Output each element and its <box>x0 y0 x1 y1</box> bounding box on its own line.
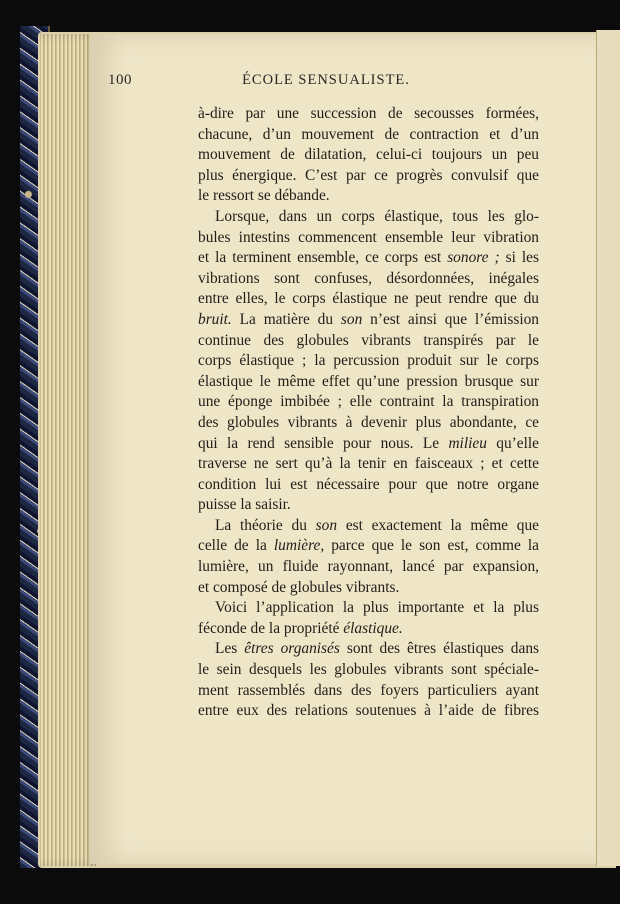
text-run: une éponge imbibée ; elle contraint la transpiration <box>198 393 539 411</box>
text-line <box>198 701 539 722</box>
text-run: le ressort se débande. <box>198 187 330 205</box>
text-run: corps élastique ; la percussion produit sur le corps <box>198 352 539 370</box>
text-run: n’est ainsi que l’émission <box>362 310 539 328</box>
page-header <box>108 72 544 94</box>
text-line <box>198 125 539 146</box>
text-line <box>198 598 539 619</box>
text-run: condition lui est nécessaire pour que notre organe <box>198 475 539 493</box>
text-line <box>198 269 539 290</box>
text-line <box>198 454 539 475</box>
text-run: à-dire par une succession de secousses formées, <box>198 105 539 122</box>
text-line <box>198 578 539 599</box>
text-run: chacune, d’un mouvement de contraction et d’un <box>198 125 539 143</box>
text-run: puisse la saisir. <box>198 496 291 514</box>
text-run: vibrations sont confuses, désordonnées, inégales <box>198 269 539 287</box>
text-run: Voici l’application la plus importante et la plus <box>215 599 539 617</box>
text-run: bules intestins commencent ensemble leur vibration <box>198 228 539 246</box>
text-line <box>198 289 539 310</box>
text-line <box>198 145 539 166</box>
paragraph <box>198 104 539 207</box>
text-run: des globules vibrants à devenir plus abondante, ce <box>198 413 539 431</box>
text-run: lumière, un fluide rayonnant, lancé par expansion, <box>198 558 539 576</box>
italic-text: élastique. <box>343 619 403 637</box>
running-title: ÉCOLE SENSUALISTE. <box>242 72 410 88</box>
text-run: ment rassemblés dans des foyers particuliers ayant <box>198 681 539 699</box>
text-line <box>198 166 539 187</box>
text-line <box>198 186 539 207</box>
text-run: plus énergique. C’est par ce progrès convulsif que <box>198 166 539 184</box>
text-line <box>198 619 539 640</box>
text-run: La matière du <box>231 310 341 328</box>
text-run: et la terminent ensemble, ce corps est <box>198 249 448 267</box>
italic-text: son <box>315 516 338 534</box>
body-text <box>198 104 539 722</box>
text-line <box>198 639 539 660</box>
text-run: et composé de globules vibrants. <box>198 578 400 596</box>
paragraph <box>198 639 539 721</box>
text-line <box>198 475 539 496</box>
paragraph <box>198 516 539 598</box>
text-run: mouvement de dilatation, celui-ci toujours un peu <box>198 146 539 164</box>
italic-text: bruit. <box>198 310 232 328</box>
text-run: féconde de la propriété <box>198 619 344 637</box>
text-run: La théorie du <box>215 516 316 534</box>
text-line <box>198 557 539 578</box>
text-line <box>198 372 539 393</box>
text-run: traverse ne sert qu’à la tenir en faisceaux ; et cette <box>198 455 539 473</box>
text-run: sont des êtres élastiques dans <box>339 640 539 658</box>
italic-text: milieu <box>448 434 487 452</box>
text-run: qui la rend sensible pour nous. Le <box>198 434 449 452</box>
text-run: entre eux des relations soutenues à l’aide de fibres <box>198 702 539 720</box>
text-line <box>198 351 539 372</box>
facing-page-edge <box>596 30 620 866</box>
page-number: 100 <box>108 72 132 88</box>
text-line <box>198 331 539 352</box>
text-line <box>198 681 539 702</box>
text-run: continue des globules vibrants transpirés par le <box>198 331 539 349</box>
italic-text: son <box>340 310 363 328</box>
text-run: Les <box>215 640 245 658</box>
text-run: si les <box>499 249 539 267</box>
text-run: entre elles, le corps élastique ne peut rendre que du <box>198 290 539 308</box>
text-line <box>198 516 539 537</box>
text-line <box>198 207 539 228</box>
text-run: Lorsque, dans un corps élastique, tous les glo- <box>215 207 539 225</box>
text-line <box>198 248 539 269</box>
text-run: celle de la <box>198 537 274 555</box>
text-line <box>198 392 539 413</box>
text-run: est exactement la même que <box>337 516 539 534</box>
text-run: parce que le son est, comme la <box>324 537 539 555</box>
text-run: qu’elle <box>486 434 539 452</box>
paragraph <box>198 207 539 516</box>
text-line <box>198 660 539 681</box>
text-run: élastique le même effet qu’une pression brusque sur <box>198 372 539 390</box>
text-line <box>198 310 539 331</box>
italic-text: lumière, <box>273 537 325 555</box>
paragraph <box>198 598 539 639</box>
page-edges <box>40 34 96 866</box>
text-line <box>198 413 539 434</box>
text-line <box>198 434 539 455</box>
text-run: le sein desquels les globules vibrants sont spéciale- <box>198 661 539 679</box>
italic-text: sonore ; <box>447 249 500 267</box>
text-line <box>198 228 539 249</box>
text-line <box>198 104 539 125</box>
text-line <box>198 536 539 557</box>
text-line <box>198 495 539 516</box>
italic-text: êtres organisés <box>244 640 340 658</box>
